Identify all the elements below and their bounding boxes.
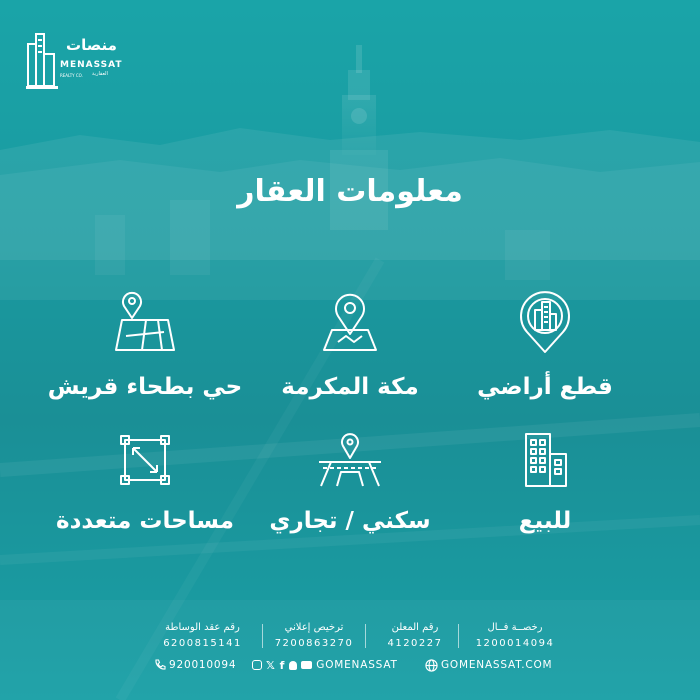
- license-advertiser: [375, 622, 455, 649]
- license-label: رقم عقد الوساطة: [165, 622, 240, 633]
- license-fal: [470, 622, 560, 649]
- feature-item-sale: [435, 432, 655, 534]
- feature-item-areas: [35, 432, 255, 534]
- feature-label: مكة المكرمة: [281, 374, 419, 400]
- brand-name-ar: منصات: [66, 36, 117, 54]
- license-label: رخصــة فــال: [487, 622, 543, 633]
- feature-label: قطع أراضي: [477, 374, 613, 400]
- license-value: 4120227: [387, 638, 443, 649]
- divider: [458, 624, 459, 648]
- area-measure-icon: [117, 432, 173, 488]
- license-ad-permit: [268, 622, 360, 649]
- social-links[interactable]: [252, 657, 398, 673]
- feature-item-land: [435, 290, 655, 400]
- website-link[interactable]: [425, 657, 552, 673]
- map-location-icon: [112, 290, 178, 354]
- phone-number: 920010094: [169, 659, 237, 671]
- location-building-icon: [515, 290, 575, 354]
- page-title: معلومات العقار: [237, 174, 463, 209]
- x-icon[interactable]: 𝕏: [266, 658, 276, 672]
- brand-name-en: MENASSAT: [60, 60, 123, 70]
- feature-label: للبيع: [518, 508, 572, 534]
- license-value: 1200014094: [475, 638, 555, 649]
- license-value: 6200815141: [163, 638, 242, 649]
- divider: [262, 624, 263, 648]
- youtube-icon[interactable]: [301, 661, 312, 669]
- brand-sub-en: REALTY CO.: [60, 73, 83, 78]
- license-brokerage: [150, 622, 255, 649]
- snapchat-icon[interactable]: [289, 661, 297, 670]
- feature-label: مساحات متعددة: [56, 508, 234, 534]
- brand-sub-ar: العقارية: [92, 71, 108, 77]
- feature-label: سكني / تجاري: [269, 508, 431, 534]
- feature-item-city: [240, 290, 460, 400]
- license-label: رقم المعلن: [391, 622, 439, 633]
- phone-icon: [154, 659, 166, 671]
- phone-link[interactable]: [154, 657, 236, 673]
- feature-item-usage: [240, 432, 460, 534]
- license-value: 7200863270: [274, 638, 354, 649]
- building-icon: [520, 432, 570, 488]
- license-label: ترخيص إعلاني: [284, 622, 344, 633]
- globe-icon: [425, 659, 438, 672]
- instagram-icon[interactable]: [252, 660, 262, 670]
- map-pin-icon: [318, 290, 382, 354]
- brand-logo[interactable]: [26, 30, 126, 95]
- feature-label: حي بطحاء قريش: [47, 374, 243, 400]
- divider: [365, 624, 366, 648]
- facebook-icon[interactable]: f: [279, 658, 286, 672]
- social-handle: GOMENASSAT: [316, 659, 398, 671]
- feature-item-district: [35, 290, 255, 400]
- land-plot-icon: [317, 432, 383, 488]
- website-text: GOMENASSAT.COM: [441, 659, 553, 671]
- logo-building-mark-icon: [26, 30, 58, 90]
